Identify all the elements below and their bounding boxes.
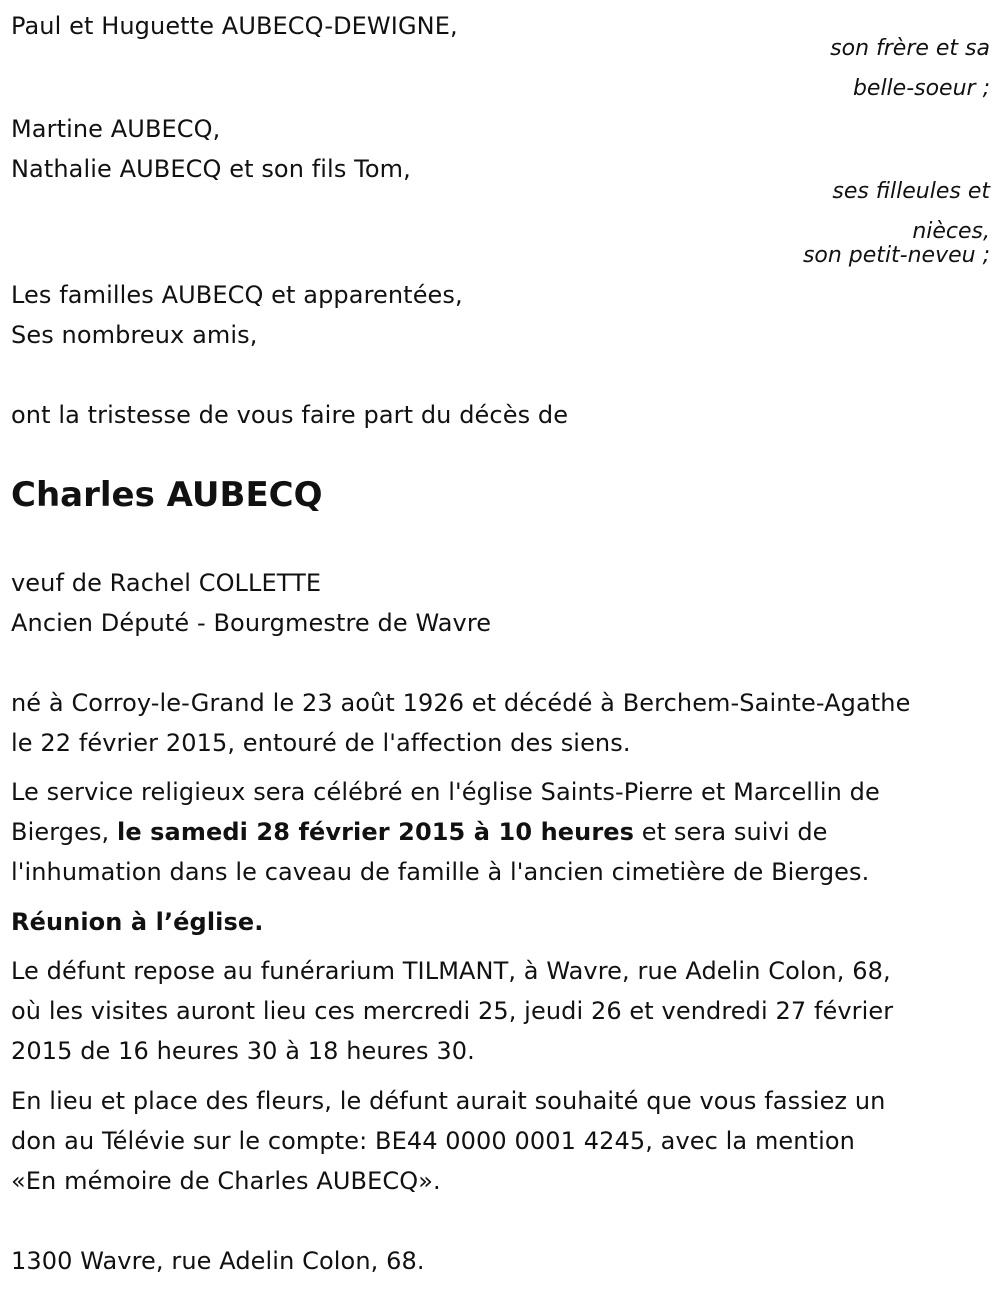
address: 1300 Wavre, rue Adelin Colon, 68. — [11, 1247, 425, 1275]
family-line-nathalie: Nathalie AUBECQ et son fils Tom, — [11, 155, 411, 183]
reunion-note: Réunion à l’église. — [11, 908, 264, 936]
family-line-martine: Martine AUBECQ, — [11, 115, 221, 143]
family-line-families: Les familles AUBECQ et apparentées, — [11, 281, 463, 309]
deceased-name: Charles AUBECQ — [11, 475, 323, 515]
family-line-friends: Ses nombreux amis, — [11, 321, 258, 349]
visits-line-3: 2015 de 16 heures 30 à 18 heures 30. — [11, 1037, 475, 1065]
flowers-line-2: don au Télévie sur le compte: BE44 0000 0001 4245, avec la mention — [11, 1127, 855, 1155]
service-line-2-start: Bierges, — [11, 818, 118, 846]
service-line-3: l'inhumation dans le caveau de famille à l'ancien cimetière de Bierges. — [11, 858, 870, 886]
relation-sister-in-law: belle-soeur ; — [852, 76, 990, 101]
service-line-2-end: et sera suivi de — [634, 818, 828, 846]
relation-nieces: nièces, — [912, 219, 990, 244]
birth-death-line-1: né à Corroy-le-Grand le 23 août 1926 et décédé à Berchem-Sainte-Agathe — [11, 689, 911, 717]
announcement-text: ont la tristesse de vous faire part du décès de — [11, 401, 569, 429]
flowers-line-1: En lieu et place des fleurs, le défunt aurait souhaité que vous fassiez un — [11, 1087, 886, 1115]
service-line-2 — [11, 812, 828, 852]
visits-line-1: Le défunt repose au funérarium TILMANT, à Wavre, rue Adelin Colon, 68, — [11, 957, 891, 985]
birth-death-line-2: le 22 février 2015, entouré de l'affection des siens. — [11, 729, 631, 757]
flowers-line-3: «En mémoire de Charles AUBECQ». — [11, 1167, 441, 1195]
service-line-1: Le service religieux sera célébré en l'église Saints-Pierre et Marcellin de — [11, 778, 880, 806]
relation-grandnephew: son petit-neveu ; — [802, 243, 990, 268]
relation-goddaughters: ses filleules et — [832, 179, 990, 204]
widow-of: veuf de Rachel COLLETTE — [11, 569, 322, 597]
family-line-paul-huguette: Paul et Huguette AUBECQ-DEWIGNE, — [11, 12, 458, 40]
service-date: le samedi 28 février 2015 à 10 heures — [117, 818, 635, 846]
visits-line-2: où les visites auront lieu ces mercredi 25, jeudi 26 et vendredi 27 février — [11, 997, 894, 1025]
deceased-title: Ancien Député - Bourgmestre de Wavre — [11, 609, 492, 637]
relation-brother: son frère et sa — [830, 36, 990, 61]
